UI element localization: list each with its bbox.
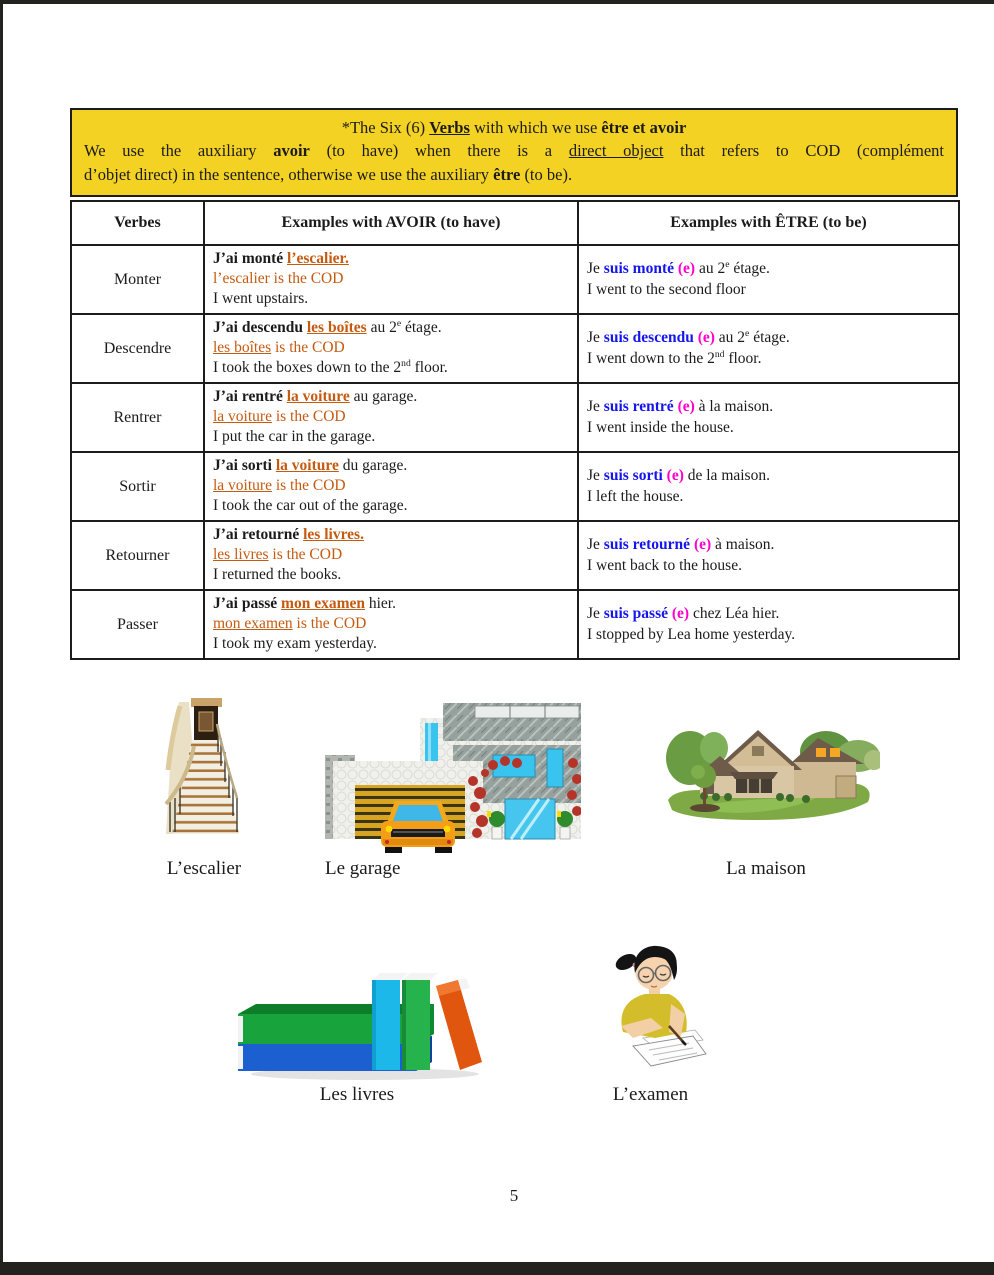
- stairs-figure: [158, 686, 250, 840]
- example-line: Je suis retourné (e) à maison.: [587, 536, 775, 553]
- house-image: [666, 718, 880, 828]
- avoir-example-cell: [204, 314, 578, 383]
- avoir-example-cell: [204, 452, 578, 521]
- example-line: J’ai monté l’escalier.: [213, 250, 349, 267]
- verb-name: Monter: [71, 245, 204, 314]
- example-line: Je suis rentré (e) à la maison.: [587, 398, 774, 415]
- avoir-example-cell: [204, 521, 578, 590]
- etre-example-cell: [578, 521, 959, 590]
- example-line: Je suis passé (e) chez Léa hier.: [587, 605, 780, 622]
- intro-note-box: [70, 108, 958, 197]
- example-line: Je suis descendu (e) au 2e étage.: [587, 327, 790, 346]
- example-line: I returned the books.: [213, 566, 342, 583]
- example-line: J’ai descendu les boîtes au 2e étage.: [213, 317, 442, 336]
- table-row: [71, 383, 959, 452]
- example-line: mon examen is the COD: [213, 615, 367, 632]
- verb-name: Passer: [71, 590, 204, 659]
- avoir-example-cell: [204, 590, 578, 659]
- etre-example-cell: [578, 383, 959, 452]
- books-label: Les livres: [319, 1084, 395, 1105]
- table-row: [71, 245, 959, 314]
- col-header-avoir: Examples with AVOIR (to have): [204, 201, 578, 245]
- avoir-example-cell: [204, 383, 578, 452]
- example-line: Je suis monté (e) au 2e étage.: [587, 258, 770, 277]
- table-row: [71, 452, 959, 521]
- exam-label: L’examen: [612, 1084, 689, 1105]
- table-row: [71, 590, 959, 659]
- example-line: les boîtes is the COD: [213, 339, 345, 356]
- page-number: 5: [509, 1186, 519, 1205]
- example-line: I took the car out of the garage.: [213, 497, 408, 514]
- example-line: I went upstairs.: [213, 290, 309, 307]
- exam-figure: [593, 942, 708, 1072]
- etre-example-cell: [578, 590, 959, 659]
- table-header-row: [71, 201, 959, 245]
- page-content: [70, 108, 958, 660]
- exam-image: [593, 942, 708, 1072]
- books-figure: [230, 950, 484, 1082]
- example-line: I took the boxes down to the 2nd floor.: [213, 357, 448, 376]
- etre-example-cell: [578, 452, 959, 521]
- page-border-bottom: [0, 1262, 994, 1275]
- etre-example-cell: [578, 314, 959, 383]
- stairs-image: [158, 686, 250, 840]
- verb-table: [70, 200, 960, 660]
- intro-body-line2: d’objet direct) in the sentence, otherwise we use the auxiliary être (to be).: [84, 165, 573, 184]
- example-line: J’ai passé mon examen hier.: [213, 595, 396, 612]
- books-image: [230, 950, 484, 1082]
- example-line: I took my exam yesterday.: [213, 635, 377, 652]
- house-label: La maison: [726, 858, 806, 879]
- table-row: [71, 314, 959, 383]
- garage-figure: [325, 703, 581, 853]
- col-header-verbes: Verbes: [71, 201, 204, 245]
- example-line: les livres is the COD: [213, 546, 343, 563]
- verb-name: Sortir: [71, 452, 204, 521]
- example-line: J’ai retourné les livres.: [213, 526, 364, 543]
- example-line: J’ai rentré la voiture au garage.: [213, 388, 418, 405]
- example-line: I went inside the house.: [587, 419, 734, 436]
- garage-label: Le garage: [325, 858, 401, 879]
- example-line: J’ai sorti la voiture du garage.: [213, 457, 408, 474]
- page-border-top: [0, 0, 994, 4]
- example-line: I left the house.: [587, 488, 684, 505]
- verb-name: Retourner: [71, 521, 204, 590]
- example-line: I stopped by Lea home yesterday.: [587, 626, 796, 643]
- house-figure: [666, 718, 880, 828]
- example-line: la voiture is the COD: [213, 477, 346, 494]
- etre-example-cell: [578, 245, 959, 314]
- example-line: Je suis sorti (e) de la maison.: [587, 467, 770, 484]
- verb-table-body: [71, 245, 959, 659]
- example-line: la voiture is the COD: [213, 408, 346, 425]
- garage-image: [325, 703, 581, 853]
- col-header-etre: Examples with ÊTRE (to be): [578, 201, 959, 245]
- example-line: l’escalier is the COD: [213, 270, 344, 287]
- verb-name: Descendre: [71, 314, 204, 383]
- intro-title: *The Six (6) Verbs with which we use être et avoir: [341, 118, 687, 137]
- example-line: I went back to the house.: [587, 557, 742, 574]
- example-line: I went down to the 2nd floor.: [587, 348, 762, 367]
- avoir-example-cell: [204, 245, 578, 314]
- example-line: I went to the second floor: [587, 281, 746, 298]
- intro-body-line1: We use the auxiliary avoir (to have) when there is a direct object that refers to COD (complément: [84, 141, 944, 160]
- stairs-label: L’escalier: [166, 858, 242, 879]
- verb-name: Rentrer: [71, 383, 204, 452]
- page-border-left: [0, 0, 3, 1275]
- table-row: [71, 521, 959, 590]
- example-line: I put the car in the garage.: [213, 428, 376, 445]
